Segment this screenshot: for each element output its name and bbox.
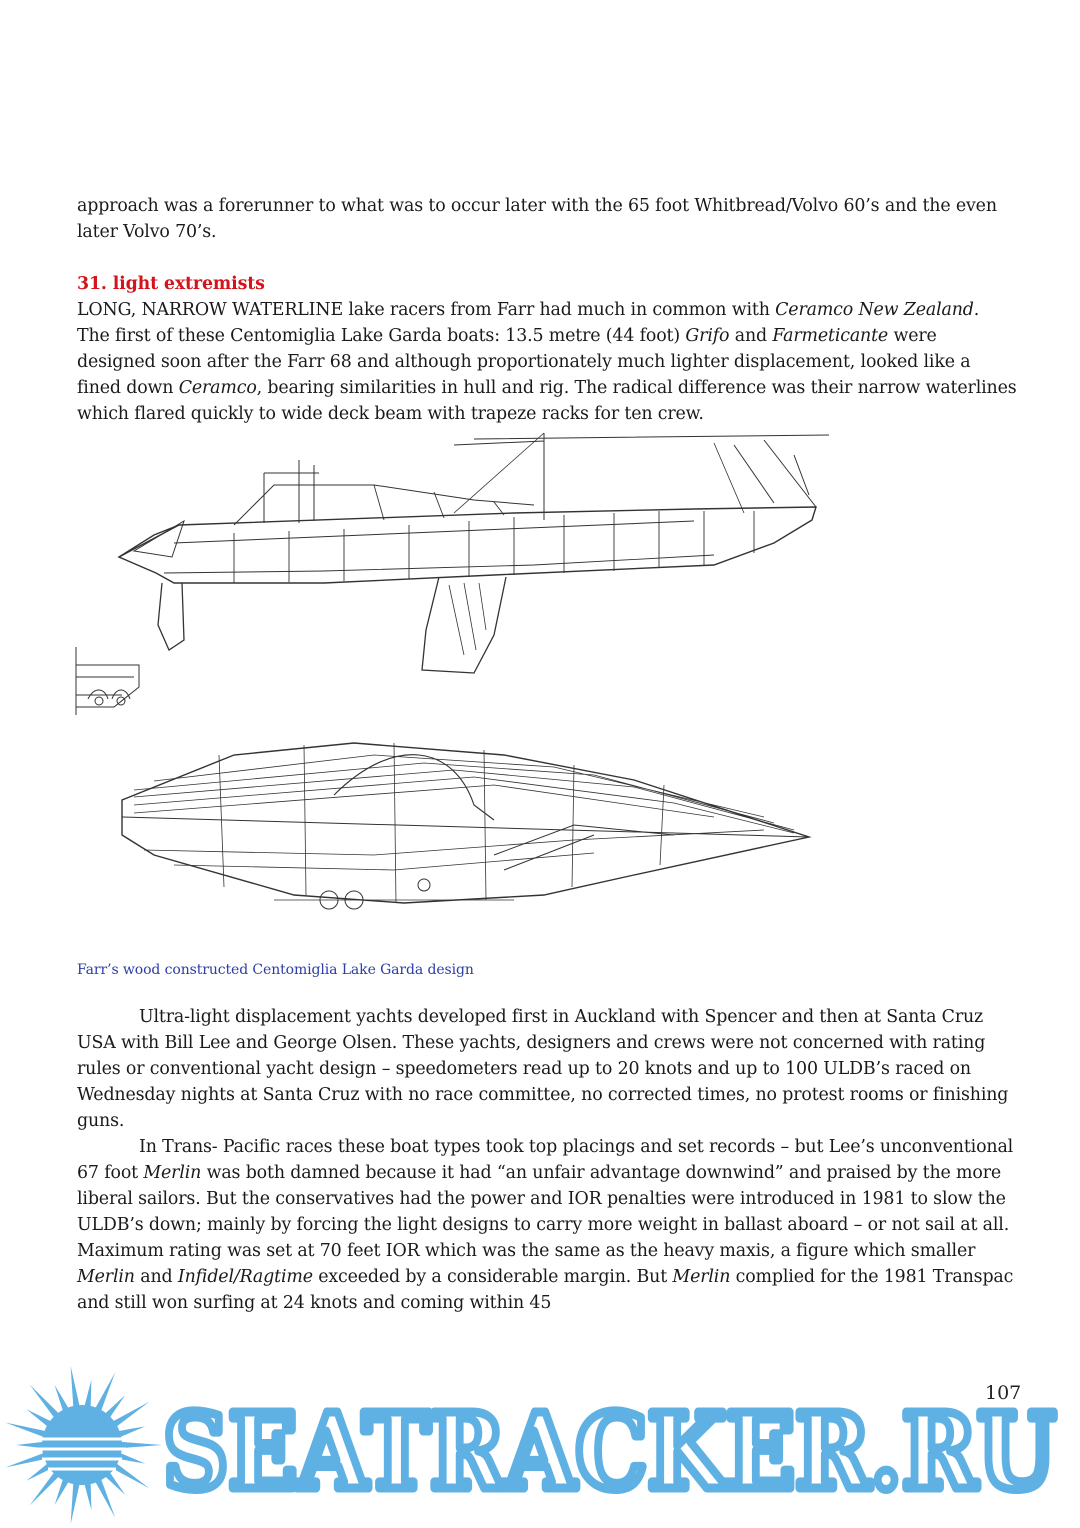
italic-title: Infidel/Ragtime [177,1267,313,1287]
text-run: was both damned because it had “an unfair advantage downwind” and praised by the more liberal sailors. But the conservatives had the power and IOR penalties were introduced in 1981 to slow the ULDB’s down; mainly by forcing the light designs to carry more weight in ballast aboard – or not sail at all. Maximum rating was set at 70 feet IOR which was the same as the heavy maxis, a figure which smaller [77,1163,1010,1261]
hull-section-detail [76,647,139,715]
page-number: 107 [985,1382,1022,1404]
italic-title: Ceramco New Zealand [775,300,974,320]
sun-ray [55,1385,70,1412]
italic-title: Merlin [672,1267,731,1287]
section-light-extremists [77,271,1017,427]
body-paragraph-2 [77,1134,1017,1316]
text-run: exceeded by a considerable margin. But [312,1267,673,1287]
italic-title: Merlin [143,1163,202,1183]
intro-paragraph [77,193,1017,245]
sun-ray [55,1478,70,1505]
watermark-text: SEATRACKER.RU [163,1390,1056,1513]
sun-ray [117,1426,145,1437]
sun-ray [84,1482,91,1510]
text-run: In Trans- Pacific races these boat types took top placings and set records – but Lee’s unconventional 67 foot [77,1137,1014,1183]
intro-text: approach was a forerunner to what was to occur later with the 65 foot Whitbread/Volvo 60’s and the even later Volvo 70’s. [77,196,997,242]
body-paragraph-1: Ultra-light displacement yachts developed first in Auckland with Spencer and then at Santa Cruz USA with Bill Lee and George Olsen. These yachts, designers and crews were not concerned with rating rules or conventional yacht design – speedometers read up to 20 knots and up to 100 ULDB’s raced on Wednesday nights at Santa Cruz with no race committee, no corrected times, no protest rooms or finishing guns. [77,1007,1009,1131]
section-paragraph [77,297,1017,427]
sun-ray [5,1453,46,1468]
sun-logo-icon [5,1366,162,1524]
seatracker-watermark [0,1365,1080,1528]
text-run: LONG, NARROW WATERLINE lake racers from Farr had much in common with [77,300,776,320]
sun-ray [84,1380,91,1408]
sun-ray [71,1366,80,1408]
italic-title: Grifo [685,326,730,346]
figure-caption: Farr’s wood constructed Centomiglia Lake Garda design [77,962,474,978]
text-run: and [134,1267,178,1287]
text-run: were designed soon after the Farr 68 and although proportionately much lighter displacement, looked like a fined down [77,326,971,398]
sun-ray [16,1442,44,1448]
sun-ray [95,1478,115,1518]
yacht-design-drawing [74,425,834,950]
side-profile-view [119,433,829,673]
italic-title: Farmeticante [772,326,889,346]
italic-title: Merlin [77,1267,135,1287]
italic-title: Ceramco [178,378,257,398]
text-run: , bearing similarities in hull and rig. The radical difference was their narrow waterlines which flared quickly to wide deck beam with trapeze racks for ten crew. [77,378,1017,424]
text-run: . The first of these Centomiglia Lake Garda boats: 13.5 metre (44 foot) [77,300,980,346]
deck-plan-view [122,743,809,909]
text-run: complied for the 1981 Transpac and still won surfing at 24 knots and coming within 45 [77,1267,1014,1313]
sun-ray [71,1482,80,1524]
body-text [77,1004,1017,1316]
sun-ray [120,1442,162,1448]
section-heading: 31. light extremists [77,274,265,294]
text-run: and [729,326,773,346]
sun-ray [95,1372,115,1412]
sun-ray [5,1423,46,1438]
